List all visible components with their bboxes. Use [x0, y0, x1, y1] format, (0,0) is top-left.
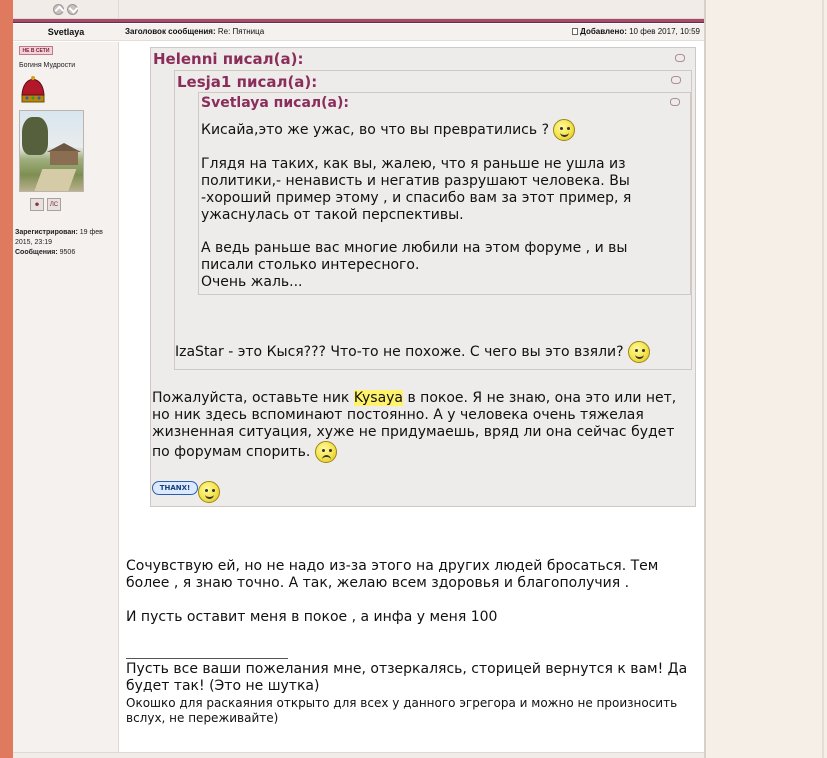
offline-status-badge: НЕ В СЕТИ	[19, 46, 53, 55]
page-margin	[706, 0, 827, 758]
post-link-icon[interactable]	[572, 28, 578, 35]
user-rank: Богиня Мудрости	[19, 62, 76, 69]
pm-button[interactable]: ЛС	[47, 198, 61, 211]
quote-text	[201, 119, 681, 141]
post-top-bar	[13, 0, 704, 19]
signature-subtext: Окошко для раскаяния открыто для всех у данного эгрегора и можно не произносить вслух, не переживайте)	[126, 696, 678, 725]
signature-divider	[126, 658, 288, 659]
post-paragraph: Сочувствую ей, но не надо из-за этого на других людей бросаться. Тем более , я знаю точно. А так, желаю всем здоровья и благополучия .	[126, 558, 659, 591]
smile-icon	[553, 119, 575, 141]
quote-author: Svetlaya писал(а):	[201, 95, 349, 111]
thanx-bubble: THANX!	[152, 481, 198, 495]
quote-paragraph: Глядя на таких, как вы, жалею, что я раньше не ушла из политики,- ненависть и негатив разрушают человека. Вы -хороший пример этому , и спасибо вам за этот пример, я ужаснулась от такой перспективы.	[201, 156, 632, 223]
forum-post	[13, 0, 704, 758]
quote-helenni	[150, 47, 696, 507]
posts-label: Сообщения:	[15, 249, 58, 256]
subject-label: Заголовок сообщения:	[125, 27, 216, 36]
registered-label: Зарегистрирован:	[15, 229, 78, 236]
quote-icon[interactable]	[670, 98, 680, 106]
quote-paragraph: Пожалуйста, оставьте ник	[152, 390, 354, 406]
quote-text	[152, 390, 687, 463]
avatar	[19, 110, 84, 192]
quote-paragraph: IzaStar - это Кыся??? Что-то не похоже. С чего вы это взяли?	[175, 344, 624, 360]
registered-value: 19 фев 2015, 23:19	[15, 229, 103, 246]
crown-icon	[19, 75, 47, 105]
post-bottom-bar	[13, 752, 704, 758]
post-divider	[13, 19, 704, 23]
profile-actions	[30, 198, 64, 211]
sad-face-icon	[315, 441, 337, 463]
quote-text	[201, 240, 681, 291]
scroll-up-icon[interactable]	[53, 4, 64, 15]
highlighted-nick: Kysaya	[353, 390, 404, 406]
post-subject	[125, 24, 264, 40]
quote-paragraph: в покое. Я не знаю, она это или нет, но ник здесь вспоминают постоянно. А у человека очень тяжелая жизненная ситуация, хуже не придумаешь, вряд ли она сейчас будет по форумам спорить.	[152, 390, 677, 460]
post-header	[13, 24, 704, 41]
post-paragraph: И пусть оставит меня в покое , а инфа у меня 100	[126, 609, 498, 625]
post-author[interactable]: Svetlaya	[47, 27, 85, 37]
quote-icon[interactable]	[671, 76, 681, 84]
smile-icon	[628, 341, 650, 363]
nav-cell	[13, 0, 119, 19]
thanx-emoticon	[152, 481, 220, 503]
post-date	[572, 24, 700, 40]
page-edge-line	[822, 0, 824, 758]
quote-paragraph: А ведь раньше вас многие любили на этом форуме , и вы писали столько интересного.	[201, 240, 628, 273]
profile-icon[interactable]: ☻	[30, 198, 44, 211]
quote-icon[interactable]	[675, 54, 685, 62]
quote-svetlaya	[198, 92, 691, 295]
signature-text: Пусть все ваши пожелания мне, отзеркалясь, сторицей вернутся к вам! Да будет так! (Это не шутка)	[126, 661, 688, 694]
posted-label: Добавлено:	[580, 27, 627, 36]
subject-value: Re: Пятница	[217, 27, 265, 36]
quote-paragraph: Очень жаль...	[201, 274, 303, 290]
quote-author: Helenni писал(а):	[153, 50, 304, 68]
posts-value: 9506	[59, 249, 76, 256]
user-stats	[15, 228, 117, 258]
left-decorative-stripe	[0, 0, 13, 758]
quote-lesja1	[174, 70, 692, 370]
scroll-down-icon[interactable]	[67, 4, 78, 15]
quote-author: Lesja1 писал(а):	[177, 73, 318, 91]
smile-icon	[198, 481, 220, 503]
posted-value: 10 фев 2017, 10:59	[629, 27, 700, 36]
author-sidebar	[13, 42, 119, 752]
quote-text	[175, 341, 675, 363]
post-body	[125, 42, 703, 752]
quote-paragraph: Кисайа,это же ужас, во что вы превратились ?	[201, 122, 550, 138]
